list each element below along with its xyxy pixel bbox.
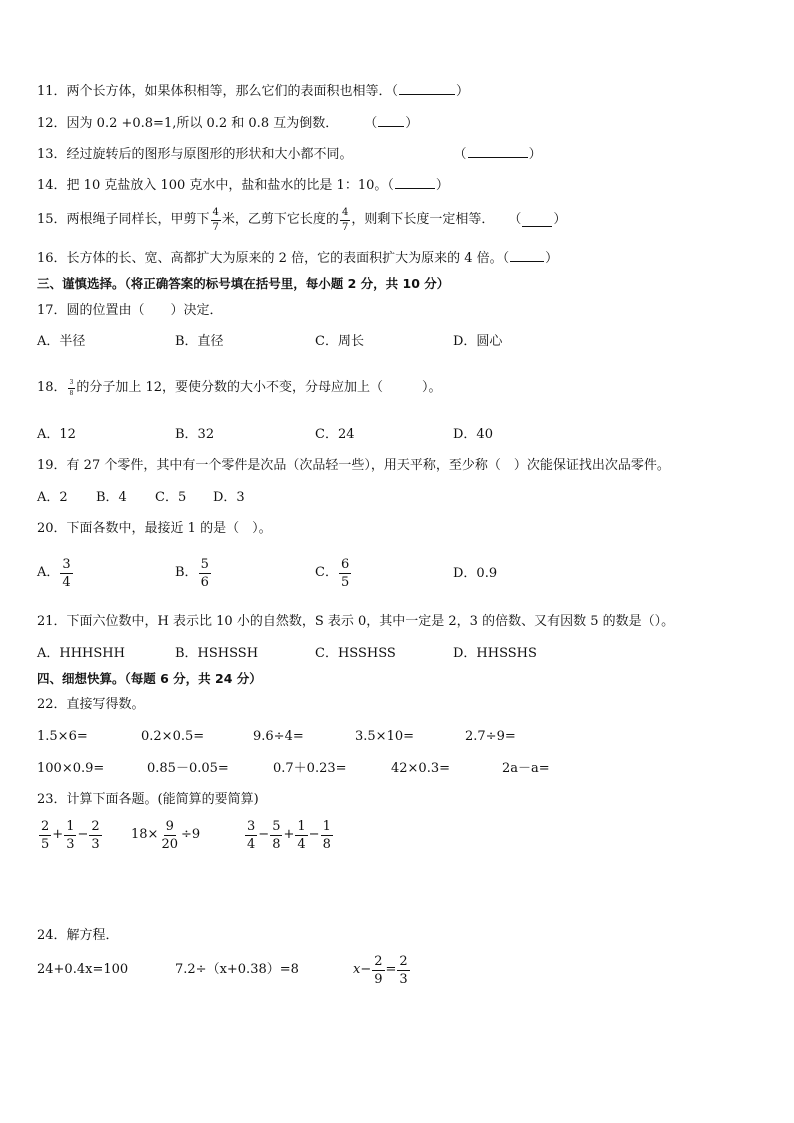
calc-item: 2.7÷9= xyxy=(465,729,516,744)
question-13-text: 13．经过旋转后的图形与原图形的形状和大小都不同。 xyxy=(37,147,353,162)
calc-item: 0.85－0.05= xyxy=(147,761,229,776)
question-17: 17．圆的位置由（ ）决定． xyxy=(37,303,223,318)
paren-open: （ xyxy=(453,147,467,162)
calc-item: 0.2×0.5= xyxy=(141,729,205,744)
option-a[interactable]: A．2 xyxy=(37,490,68,505)
question-15-text-b: 米，乙剪下它长度的 xyxy=(221,212,339,227)
option-a[interactable]: A． $\frac{3}{4}$ xyxy=(37,556,71,590)
option-d[interactable]: D．0.9 xyxy=(453,566,498,581)
option-b[interactable]: B． $\frac{5}{6}$ xyxy=(175,556,209,590)
fraction: $\frac{3}{8}$ xyxy=(69,378,74,397)
question-19: 19．有 27 个零件，其中有一个零件是次品（次品轻一些），用天平称，至少称（ ）次能保证找出次品零件。 xyxy=(37,458,670,473)
option-a[interactable]: A．HHHSHH xyxy=(37,646,125,661)
paren-close: ） xyxy=(545,251,559,266)
option-c[interactable]: C．5 xyxy=(155,490,187,505)
paren-close: ） xyxy=(435,178,449,193)
answer-blank[interactable] xyxy=(378,114,404,127)
question-16-text: 16．长方体的长、宽、高都扩大为原来的 2 倍，它的表面积扩大为原来的 4 倍。（ xyxy=(37,251,510,266)
question-15-text-c: ，则剩下长度一定相等． xyxy=(351,212,495,227)
paren-close: ） xyxy=(553,212,567,227)
paren-close: ） xyxy=(405,116,419,131)
calc-item: 3.5×10= xyxy=(355,729,415,744)
option-c[interactable]: C．HSSHSS xyxy=(315,646,396,661)
section-3-heading: 三、谨慎选择。（将正确答案的标号填在括号里，每小题 2 分，共 10 分） xyxy=(37,276,450,291)
answer-blank[interactable] xyxy=(522,214,552,227)
fraction: $\frac{5}{6}$ xyxy=(200,556,209,590)
question-23: 23．计算下面各题。(能简算的要简算) xyxy=(37,792,259,807)
question-15 xyxy=(37,206,566,234)
question-11 xyxy=(37,82,469,101)
question-18 xyxy=(37,378,442,398)
fraction: $\frac{3}{4}$ xyxy=(62,556,71,590)
option-b[interactable]: B．32 xyxy=(175,427,215,442)
section-4-heading: 四、细想快算。（每题 6 分，共 24 分） xyxy=(37,671,262,686)
question-24: 24．解方程． xyxy=(37,928,119,943)
question-15-text-a: 15．两根绳子同样长，甲剪下 xyxy=(37,212,210,227)
option-d[interactable]: D．3 xyxy=(213,490,245,505)
answer-blank[interactable] xyxy=(395,176,435,189)
calc-item: 1.5×6= xyxy=(37,729,88,744)
option-a[interactable]: A．半径 xyxy=(37,334,86,349)
option-c[interactable]: C．24 xyxy=(315,427,355,442)
question-12-text: 12．因为 0.2 +0.8=1,所以 0.2 和 0.8 互为倒数． xyxy=(37,116,339,131)
calc-item: 42×0.3= xyxy=(391,761,451,776)
question-11-text: 11．两个长方体，如果体积相等，那么它们的表面积也相等．（ xyxy=(37,84,399,99)
fraction: $\frac{4}{7}$ xyxy=(212,206,219,233)
answer-blank[interactable] xyxy=(468,145,528,158)
option-b[interactable]: B．4 xyxy=(96,490,127,505)
answer-blank[interactable] xyxy=(510,249,544,262)
fraction: $\frac{6}{5}$ xyxy=(340,556,350,590)
equation-2: 7.2÷（x+0.38）=8 xyxy=(175,962,299,977)
option-b[interactable]: B．直径 xyxy=(175,334,224,349)
question-18-text: 的分子加上 12，要使分数的大小不变，分母应加上（ ）。 xyxy=(76,380,442,395)
calc-item: 9.6÷4= xyxy=(253,729,304,744)
option-c[interactable]: C．周长 xyxy=(315,334,364,349)
calc-item: 100×0.9= xyxy=(37,761,105,776)
expression-1: $\frac{2}{5}$ + $\frac{1}{3}$ − $\frac{2}{3}$ xyxy=(41,818,100,852)
question-16 xyxy=(37,249,558,268)
question-14-text: 14．把 10 克盐放入 100 克水中，盐和盐水的比是 1：10。（ xyxy=(37,178,394,193)
option-c[interactable]: C． $\frac{6}{5}$ xyxy=(315,556,350,590)
question-22: 22．直接写得数。 xyxy=(37,697,145,712)
answer-blank[interactable] xyxy=(399,82,455,95)
equation-1: 24+0.4x=100 xyxy=(37,962,129,977)
paren-open: （ xyxy=(508,212,522,227)
question-14 xyxy=(37,176,449,195)
question-13 xyxy=(37,145,542,164)
expression-3: $\frac{3}{4}$ − $\frac{5}{8}$ + $\frac{1}{4}$ − $\frac{1}{8}$ xyxy=(247,818,331,852)
paren-open: （ xyxy=(364,116,378,131)
fraction: $\frac{4}{7}$ xyxy=(341,206,349,233)
expression-2: 18× $\frac{9}{20}$ ÷9 xyxy=(131,818,201,852)
option-d[interactable]: D．40 xyxy=(453,427,493,442)
question-18-number: 18． xyxy=(37,380,67,395)
calc-item: 2a－a= xyxy=(502,761,550,776)
question-21: 21．下面六位数中，H 表示比 10 小的自然数，S 表示 0，其中一定是 2，3 的倍数、又有因数 5 的数是（）。 xyxy=(37,614,675,629)
option-b[interactable]: B．HSHSSH xyxy=(175,646,259,661)
equation-3: x− $\frac{2}{9}$ = $\frac{2}{3}$ xyxy=(353,953,408,987)
paren-close: ） xyxy=(528,147,542,162)
calc-item: 0.7＋0.23= xyxy=(273,761,347,776)
option-a[interactable]: A．12 xyxy=(37,427,76,442)
option-d[interactable]: D．HHSSHS xyxy=(453,646,537,661)
question-12 xyxy=(37,114,418,133)
option-d[interactable]: D．圆心 xyxy=(453,334,503,349)
paren-close: ） xyxy=(456,84,470,99)
question-20: 20．下面各数中，最接近 1 的是（ ）。 xyxy=(37,521,272,536)
